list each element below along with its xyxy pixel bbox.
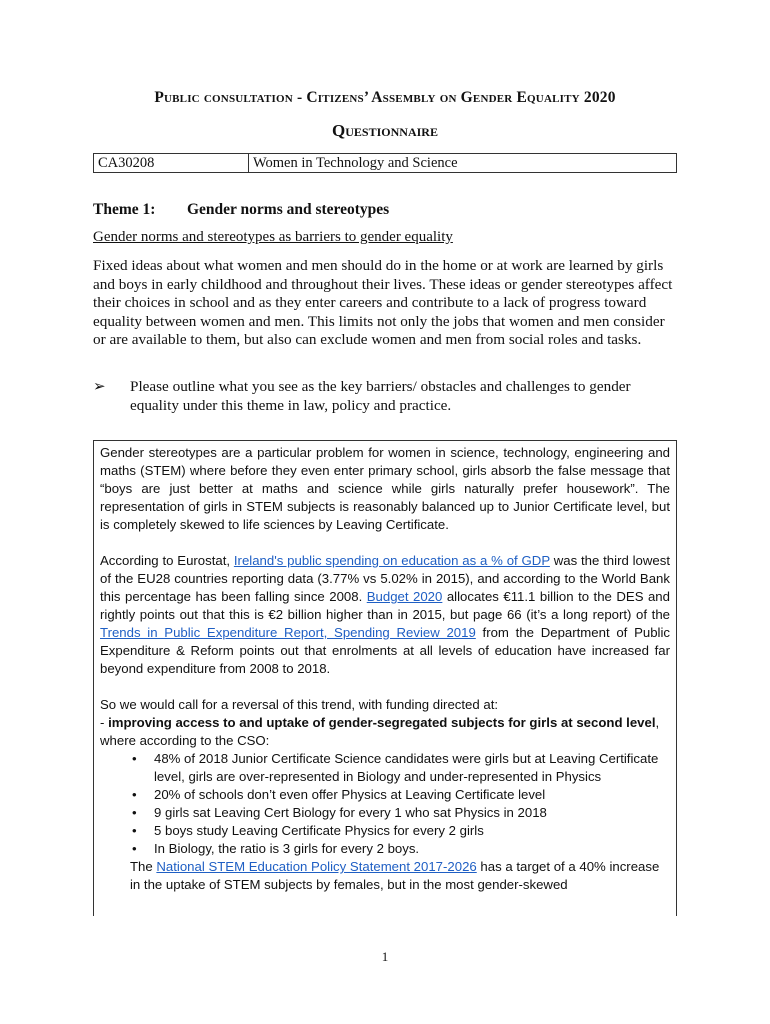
text: allocates €11.1 billion to the DES and rightly points out that this is €2 billion higher than in 2015, but page 66 (it’s a long report) of the <box>100 589 670 622</box>
answer-box[interactable] <box>93 440 677 916</box>
statistics-list <box>100 750 670 858</box>
link-spending-review[interactable]: Trends in Public Expenditure Report, Spending Review 2019 <box>100 625 476 640</box>
theme-label: Theme 1: <box>93 201 156 218</box>
text: , where according to the CSO: <box>100 715 660 748</box>
list-item: • 48% of 2018 Junior Certificate Science candidates were girls but at Leaving Certificate level, girls are over-represented in Biology and under-represented in Physics <box>130 750 670 786</box>
arrow-bullet-icon: ➢ <box>93 378 106 395</box>
answer-paragraph-4 <box>130 858 670 894</box>
text: The <box>130 859 157 874</box>
text: According to Eurostat, <box>100 553 234 568</box>
section-subheading: Gender norms and stereotypes as barriers to gender equality <box>93 229 453 245</box>
intro-paragraph: Fixed ideas about what women and men should do in the home or at work are learned by girls and boys in early childhood and throughout their lives. These ideas or gender stereotypes affect their choices in school and as they enter careers and contribute to a lack of progress toward equality between women and men. This limits not only the jobs that women and men consider or are available to them, but also can exclude women and men from social roles and tasks. <box>93 257 673 349</box>
table-row <box>94 154 677 173</box>
list-item: • 20% of schools don’t even offer Physics at Leaving Certificate level <box>130 786 670 804</box>
text: has a target of a 40% increase in the uptake of STEM subjects by females, but in the most gender-skewed <box>130 859 660 892</box>
answer-paragraph-3 <box>100 696 670 750</box>
answer-paragraph-2 <box>100 552 670 678</box>
text: was the third lowest of the EU28 countries reporting data (3.77% vs 5.02% in 2015), and according to the World Bank this percentage has been falling since 2008. <box>100 553 670 604</box>
answer-paragraph-1: Gender stereotypes are a particular problem for women in science, technology, engineering and maths (STEM) where before they even enter primary school, girls absorb the false message that “boys are just better at maths and science while girls naturally prefer housework”. The representation of girls in STEM subjects is reasonably balanced up to Junior Certificate level, but is completely skewed to life sciences by Leaving Certificate. <box>100 445 670 532</box>
document-subtitle: Questionnaire <box>332 121 438 140</box>
funding-intro: So we would call for a reversal of this trend, with funding directed at: <box>100 697 499 712</box>
page-number: 1 <box>381 949 389 964</box>
question-prompt <box>93 377 677 415</box>
funding-point <box>100 714 670 750</box>
link-budget-2020[interactable]: Budget 2020 <box>366 589 443 604</box>
question-text: Please outline what you see as the key barriers/ obstacles and challenges to gender equality under this theme in law, policy and practice. <box>130 378 631 414</box>
document-title: Public consultation - Citizens’ Assembly on Gender Equality 2020 <box>154 89 616 106</box>
reference-table <box>93 153 677 173</box>
theme-name: Gender norms and stereotypes <box>187 201 390 218</box>
list-item: • 9 girls sat Leaving Cert Biology for every 1 who sat Physics in 2018 <box>130 804 670 822</box>
funding-point-bold: improving access to and uptake of gender-segregated subjects for girls at second level <box>108 715 656 730</box>
dash: - <box>100 715 109 730</box>
link-eurostat-spending[interactable]: Ireland's public spending on education as a % of GDP <box>233 553 550 568</box>
link-stem-policy[interactable]: National STEM Education Policy Statement 2017-2026 <box>156 859 477 874</box>
reference-code: CA30208 <box>94 154 249 173</box>
reference-name: Women in Technology and Science <box>249 154 677 173</box>
list-item: • In Biology, the ratio is 3 girls for every 2 boys. <box>130 840 670 858</box>
list-item: • 5 boys study Leaving Certificate Physics for every 2 girls <box>130 822 670 840</box>
theme-heading <box>93 201 389 219</box>
text: from the Department of Public Expenditure & Reform points out that enrolments at all levels of education have increased far beyond expenditure from 2008 to 2018. <box>100 625 671 676</box>
